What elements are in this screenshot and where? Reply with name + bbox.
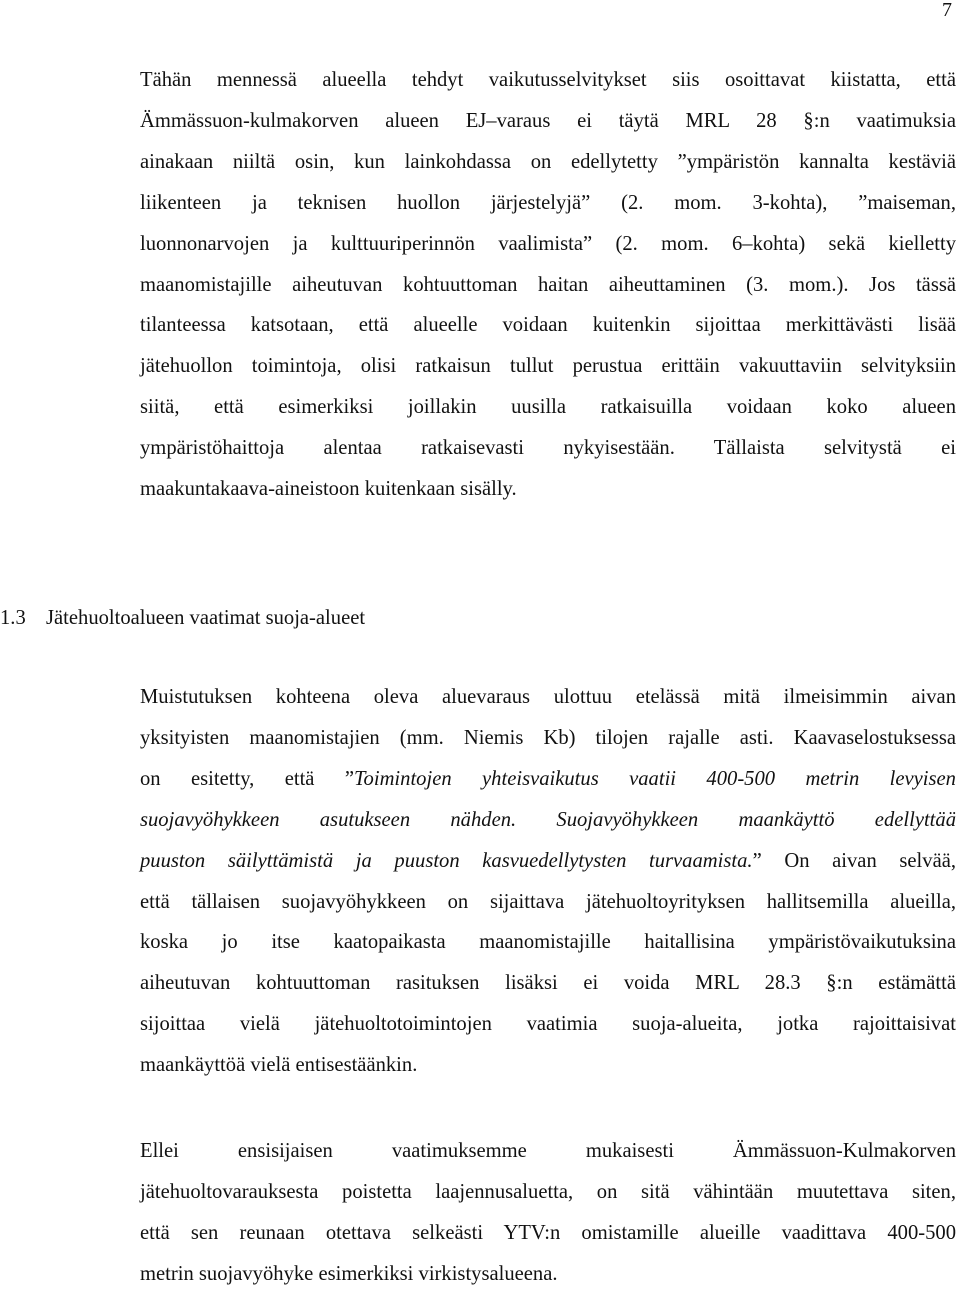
paragraph-3	[140, 1131, 956, 1295]
paragraph-2-line: aiheutuvan kohtuuttoman rasituksen lisäksi ei voida MRL 28.3 §:n estämättä	[140, 972, 956, 995]
section-number: 1.3	[0, 607, 26, 629]
quote-outro: ” On aivan selvää,	[752, 849, 956, 872]
paragraph-1-line: tilanteessa katsotaan, että alueelle voidaan kuitenkin sijoittaa merkittävästi lisää	[140, 314, 956, 337]
quoted-text: Toimintojen yhteisvaikutus vaatii 400-500 metrin levyisen	[353, 767, 956, 790]
quoted-text: puuston säilyttämistä ja puuston kasvuedellytysten turvaamista.	[140, 849, 753, 872]
quoted-text-line: suojavyöhykkeen asutukseen nähden. Suojavyöhykkeen maankäyttö edellyttää	[140, 808, 956, 831]
paragraph-2-line: sijoittaa vielä jätehuoltotoimintojen vaatimia suoja-alueita, jotka rajoittaisivat	[140, 1013, 956, 1036]
paragraph-2-line	[140, 841, 956, 882]
paragraph-1-line: siitä, että esimerkiksi joillakin uusilla ratkaisuilla voidaan koko alueen	[140, 396, 956, 419]
paragraph-3-line: että sen reunaan otettava selkeästi YTV:n omistamille alueille vaadittava 400-500	[140, 1221, 956, 1244]
section-heading	[0, 598, 365, 638]
paragraph-3-line: jätehuoltovarauksesta poistetta laajennusaluetta, on sitä vähintään muutettava siten,	[140, 1180, 956, 1203]
paragraph-2-line: että tällaisen suojavyöhykkeen on sijaittava jätehuoltoyrityksen hallitsemilla alueilla,	[140, 890, 956, 913]
paragraph-2-line: Muistutuksen kohteena oleva aluevaraus ulottuu etelässä mitä ilmeisimmin aivan	[140, 686, 956, 708]
paragraph-1-line: liikenteen ja teknisen huollon järjestelyjä” (2. mom. 3-kohta), ”maiseman,	[140, 191, 956, 214]
paragraph-3-line: Ellei ensisijaisen vaatimuksemme mukaisesti Ämmässuon-Kulmakorven	[140, 1140, 956, 1162]
section-title: Jätehuoltoalueen vaatimat suoja-alueet	[46, 607, 366, 629]
paragraph-1-line: ympäristöhaittoja alentaa ratkaisevasti nykyisestään. Tällaista selvitystä ei	[140, 437, 956, 460]
paragraph-3-line: metrin suojavyöhyke esimerkiksi virkistysalueena.	[140, 1262, 558, 1285]
paragraph-2-line: koska jo itse kaatopaikasta maanomistajille haitallisina ympäristövaikutuksina	[140, 931, 956, 954]
paragraph-1-line: maanomistajille aiheutuvan kohtuuttoman haitan aiheuttaminen (3. mom.). Jos tässä	[140, 273, 956, 296]
paragraph-1-line: maakuntakaava-aineistoon kuitenkaan sisälly.	[140, 478, 517, 501]
quote-intro: on esitetty, että ”	[140, 767, 354, 790]
paragraph-1-line: luonnonarvojen ja kulttuuriperinnön vaalimista” (2. mom. 6–kohta) sekä kielletty	[140, 232, 956, 255]
paragraph-1-line: ainakaan niiltä osin, kun lainkohdassa on edellytetty ”ympäristön kannalta kestäviä	[140, 150, 956, 173]
paragraph-2-line: maankäyttöä vielä entisestäänkin.	[140, 1054, 418, 1077]
paragraph-2-line	[140, 759, 956, 800]
paragraph-1-line: Ämmässuon-kulmakorven alueen EJ–varaus ei täytä MRL 28 §:n vaatimuksia	[140, 109, 956, 132]
paragraph-1-line: jätehuollon toimintoja, olisi ratkaisun tullut perustua erittäin vakuuttaviin selvityksiin	[140, 355, 956, 378]
paragraph-2-line: yksityisten maanomistajien (mm. Niemis Kb) tilojen rajalle asti. Kaavaselostuksessa	[140, 726, 956, 749]
page-number: 7	[942, 0, 952, 21]
paragraph-1	[140, 60, 956, 510]
paragraph-1-line: Tähän mennessä alueella tehdyt vaikutusselvitykset siis osoittavat kiistatta, että	[140, 69, 956, 91]
paragraph-2	[140, 677, 956, 1086]
